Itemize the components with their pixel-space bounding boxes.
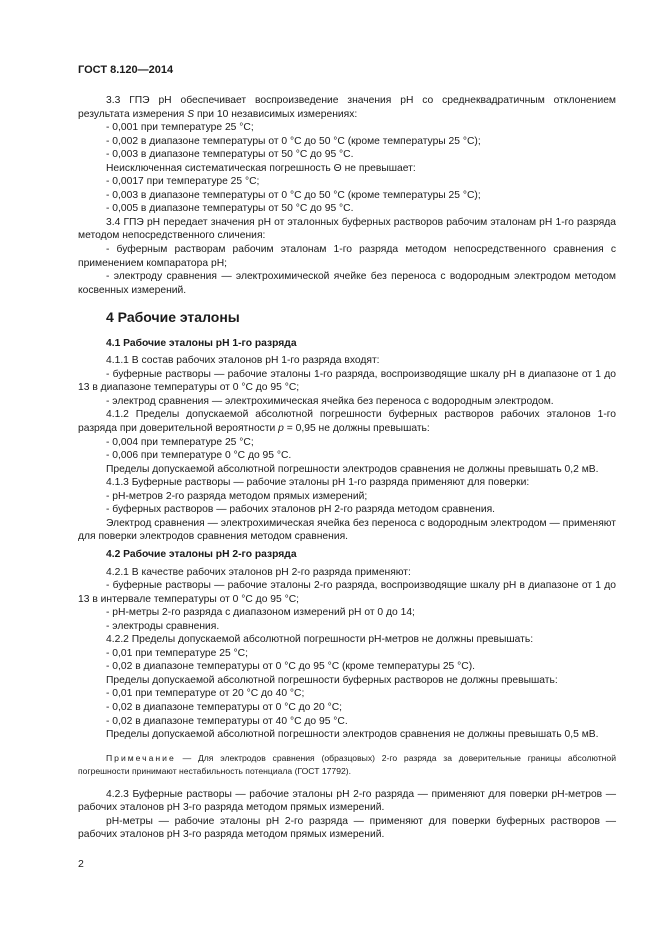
list-item: - 0,0017 при температуре 25 °С; bbox=[106, 176, 260, 188]
paragraph: Пределы допускаемой абсолютной погрешности буферных растворов не должны превышать: bbox=[106, 674, 558, 686]
document-body bbox=[78, 94, 616, 842]
paragraph: Пределы допускаемой абсолютной погрешности электродов сравнения не должны превышать 0,5 мВ. bbox=[106, 729, 599, 741]
list-item: - буферных растворов — рабочих эталонов рН 2-го разряда методом сравнения. bbox=[106, 504, 496, 516]
list-item: - рН-метры 2-го разряда с диапазоном измерений рН от 0 до 14; bbox=[106, 607, 415, 619]
subsection-4-2-title: 4.2 Рабочие эталоны рН 2-го разряда bbox=[106, 548, 297, 560]
list-item: - 0,003 в диапазоне температуры от 0 °С до 50 °С (кроме температуры 25 °С); bbox=[106, 189, 481, 201]
list-item: - буферным растворам рабочим эталонам 1-го разряда методом непосредственного сравнения с применением компаратора рН; bbox=[78, 244, 616, 269]
list-item: - электрод сравнения — электрохимическая ячейка без переноса с водородным электродом. bbox=[106, 395, 554, 407]
bias-paragraph: Неисключенная систематическая погрешность Θ не превышает: bbox=[106, 162, 416, 174]
paragraph: Электрод сравнения — электрохимическая ячейка без переноса с водородным электродом — применяют для поверки электродов сравнения методом сравнения. bbox=[78, 517, 616, 543]
paragraph: Пределы допускаемой абсолютной погрешности электродов сравнения не должны превышать 0,2 мВ. bbox=[106, 463, 599, 475]
paragraph-3-4: 3.4 ГПЭ рН передает значения рН от эталонных буферных растворов рабочим эталонам рН 1-го разряда методом непосредственного сличения: bbox=[78, 216, 616, 242]
list-item: - 0,02 в диапазоне температуры от 0 °С до 95 °С (кроме температуры 25 °С). bbox=[106, 661, 475, 673]
list-item: - 0,003 в диапазоне температуры от 50 °С до 95 °С. bbox=[106, 149, 354, 161]
paragraph-4-2-1: 4.2.1 В качестве рабочих эталонов рН 2-го разряда применяют: bbox=[106, 566, 411, 578]
paragraph-4-1-3: 4.1.3 Буферные растворы — рабочие эталоны рН 1-го разряда применяют для поверки: bbox=[106, 477, 530, 489]
subsection-4-1-title: 4.1 Рабочие эталоны рН 1-го разряда bbox=[106, 337, 297, 349]
list-item: - электроду сравнения — электрохимической ячейке без переноса с водородным электродом методом косвенных измерений. bbox=[78, 271, 616, 296]
list-item: - буферные растворы — рабочие эталоны 2-го разряда, воспроизводящие шкалу рН в диапазоне от 1 до 13 в интервале температуры от 0 °С до 95 °С; bbox=[78, 580, 616, 605]
paragraph: рН-метры — рабочие эталоны рН 2-го разряда — применяют для поверки буферных растворов — рабочих эталонов рН 3-го разряда методом прямых измерений. bbox=[78, 815, 616, 841]
paragraph-3-3: 3.3 ГПЭ рН обеспечивает воспроизведение значения рН со среднеквадратичным отклонением результата измерения S при 10 независимых измерениях: bbox=[78, 95, 616, 120]
list-item: - 0,005 в диапазоне температуры от 50 °С до 95 °С. bbox=[106, 203, 354, 215]
list-item: - 0,006 при температуре 0 °С до 95 °С. bbox=[106, 450, 292, 462]
paragraph-4-1-2: 4.1.2 Пределы допускаемой абсолютной погрешности буферных растворов рабочих эталонов 1-го разряда при доверительной вероятности р = 0,95 не должны превышать: bbox=[78, 409, 616, 435]
list-item: - 0,001 при температуре 25 °С; bbox=[106, 122, 254, 134]
list-item: - 0,02 в диапазоне температуры от 40 °С до 95 °С. bbox=[106, 715, 348, 727]
document-header: ГОСТ 8.120—2014 bbox=[78, 64, 174, 76]
list-item: - 0,02 в диапазоне температуры от 0 °С до 20 °С; bbox=[106, 701, 342, 713]
list-item: - 0,01 при температуре 25 °С; bbox=[106, 647, 248, 659]
page-number: 2 bbox=[78, 858, 84, 870]
paragraph-4-2-2: 4.2.2 Пределы допускаемой абсолютной погрешности рН-метров не должны превышать: bbox=[106, 634, 534, 646]
section-4-title: 4 Рабочие эталоны bbox=[106, 309, 240, 326]
list-item: - 0,01 при температуре от 20 °С до 40 °С; bbox=[106, 688, 305, 700]
list-item: - рН-метров 2-го разряда методом прямых измерений; bbox=[106, 490, 368, 502]
list-item: - буферные растворы — рабочие эталоны 1-го разряда, воспроизводящие шкалу рН в диапазоне от 1 до 13 в диапазоне температуры от 0 °С до 95 °С; bbox=[78, 368, 616, 394]
note-label: Примечание bbox=[106, 752, 176, 763]
paragraph-4-2-3: 4.2.3 Буферные растворы — рабочие эталоны рН 2-го разряда — применяют для поверки рН-метров — рабочих эталонов рН 3-го разряда методом прямых измерений. bbox=[78, 788, 616, 814]
list-item: - 0,004 при температуре 25 °С; bbox=[106, 436, 254, 448]
note bbox=[78, 752, 616, 778]
list-item: - электроды сравнения. bbox=[106, 620, 220, 632]
note-text: — Для электродов сравнения (образцовых) 2-го разряда за доверительные границы абсолютной погрешности принимают нестабильность потенциала (ГОСТ 17792). bbox=[78, 752, 616, 776]
list-item: - 0,002 в диапазоне температуры от 0 °С до 50 °С (кроме температуры 25 °С); bbox=[106, 135, 481, 147]
paragraph-4-1-1: 4.1.1 В состав рабочих эталонов рН 1-го разряда входят: bbox=[106, 355, 380, 367]
